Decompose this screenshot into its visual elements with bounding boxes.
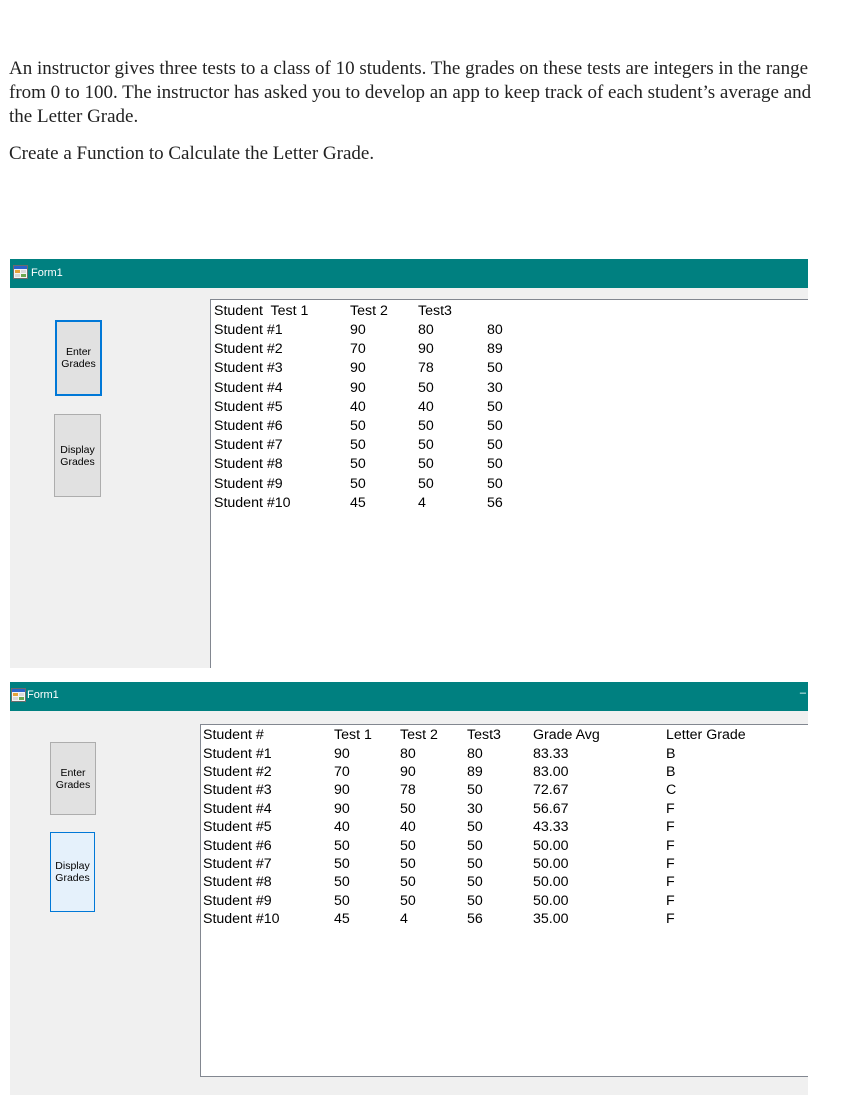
list-item[interactable] — [201, 910, 808, 929]
letter-grade: F — [666, 819, 675, 836]
letter-grade: F — [666, 911, 675, 928]
test1: 90 — [350, 322, 366, 338]
test3: 56 — [487, 494, 503, 511]
test3: 50 — [487, 360, 503, 377]
test2: 40 — [400, 819, 416, 836]
test1: 50 — [334, 892, 350, 909]
task-paragraph: Create a Function to Calculate the Letter Grade. — [9, 143, 375, 164]
student-name: Student #4 — [203, 800, 272, 817]
test2: 78 — [400, 782, 416, 799]
enter-grades-button[interactable] — [55, 320, 102, 396]
test3: 80 — [487, 322, 503, 338]
listbox-header — [211, 302, 808, 321]
grade-avg: 83.00 — [533, 763, 569, 780]
list-item[interactable] — [211, 359, 808, 378]
title-bar[interactable] — [10, 682, 808, 711]
letter-grade: F — [666, 800, 675, 817]
test1: 70 — [334, 763, 350, 780]
test2: 50 — [418, 379, 434, 396]
test3: 50 — [467, 874, 483, 891]
test1: 90 — [350, 360, 366, 377]
list-item[interactable] — [201, 745, 808, 764]
list-item[interactable] — [211, 417, 808, 436]
display-grades-button[interactable] — [50, 832, 95, 912]
test2: 50 — [400, 874, 416, 891]
student-name: Student #2 — [203, 763, 272, 780]
test1: 90 — [334, 800, 350, 817]
letter-grade: F — [666, 855, 675, 872]
student-name: Student #10 — [214, 494, 291, 511]
test2: 50 — [400, 800, 416, 817]
problem-paragraph: An instructor gives three tests to a class of 10 students. The grades on these tests are integers in the range from 0 to 100. The instructor has asked you to develop an app to keep track of each student’s average and the Letter Grade. — [9, 58, 812, 127]
student-name: Student #9 — [203, 892, 272, 909]
student-name: Student #5 — [203, 819, 272, 836]
test1: 40 — [350, 398, 366, 415]
test2: 50 — [418, 437, 434, 454]
list-item[interactable] — [211, 379, 808, 398]
test3: 50 — [467, 855, 483, 872]
student-name: Student #4 — [214, 379, 283, 396]
header-test3: Test3 — [467, 727, 501, 743]
list-item[interactable] — [211, 475, 808, 494]
student-name: Student #2 — [214, 341, 283, 358]
test3: 50 — [467, 819, 483, 836]
test3: 89 — [467, 763, 483, 780]
test1: 50 — [334, 874, 350, 891]
window-title: Form1 — [31, 267, 63, 279]
student-name: Student #6 — [203, 837, 272, 854]
list-item[interactable] — [211, 340, 808, 359]
grade-avg: 50.00 — [533, 855, 569, 872]
test2: 80 — [400, 745, 416, 762]
list-item[interactable] — [201, 855, 808, 874]
header-test3: Test3 — [418, 303, 452, 319]
letter-grade: F — [666, 837, 675, 854]
grade-avg: 72.67 — [533, 782, 569, 799]
test1: 70 — [350, 341, 366, 358]
grades-results-listbox[interactable] — [200, 724, 808, 1077]
test2: 4 — [418, 494, 426, 511]
list-item[interactable] — [201, 837, 808, 856]
display-grades-button[interactable] — [54, 414, 101, 497]
test1: 45 — [350, 494, 366, 511]
grade-avg: 56.67 — [533, 800, 569, 817]
list-item[interactable] — [211, 494, 808, 513]
test3: 30 — [467, 800, 483, 817]
display-grades-label: Display Grades — [60, 443, 95, 468]
test1: 45 — [334, 911, 350, 928]
test2: 90 — [400, 763, 416, 780]
test2: 78 — [418, 360, 434, 377]
form1-window-input — [10, 259, 808, 668]
letter-grade: F — [666, 874, 675, 891]
grade-avg: 50.00 — [533, 892, 569, 909]
test2: 50 — [418, 418, 434, 434]
window-title: Form1 — [27, 689, 59, 701]
list-item[interactable] — [201, 892, 808, 911]
test3: 50 — [487, 398, 503, 415]
test2: 4 — [400, 911, 408, 928]
test2: 90 — [418, 341, 434, 358]
test3: 56 — [467, 911, 483, 928]
display-grades-label: Display Grades — [55, 860, 90, 884]
test2: 50 — [400, 855, 416, 872]
student-name: Student #6 — [214, 418, 283, 434]
student-name: Student #7 — [214, 437, 283, 454]
test1: 50 — [350, 437, 366, 454]
test2: 50 — [418, 475, 434, 492]
test1: 50 — [334, 855, 350, 872]
form1-window-results — [10, 682, 808, 1095]
test1: 50 — [334, 837, 350, 854]
header-student-test1: Student Test 1 — [214, 303, 309, 319]
grade-avg: 50.00 — [533, 837, 569, 854]
test2: 40 — [418, 398, 434, 415]
enter-grades-label: Enter Grades — [61, 346, 96, 370]
test3: 89 — [487, 341, 503, 358]
list-item[interactable] — [211, 455, 808, 474]
header-test2: Test 2 — [400, 727, 438, 743]
test1: 40 — [334, 819, 350, 836]
test1: 50 — [350, 456, 366, 473]
student-name: Student #5 — [214, 398, 283, 415]
grade-avg: 35.00 — [533, 911, 569, 928]
test3: 30 — [487, 379, 503, 396]
test3: 80 — [467, 745, 483, 762]
enter-grades-button[interactable] — [50, 742, 96, 815]
list-item[interactable] — [211, 321, 808, 340]
student-name: Student #8 — [203, 874, 272, 891]
listbox-header — [201, 726, 808, 745]
test2: 80 — [418, 322, 434, 338]
student-name: Student #9 — [214, 475, 283, 492]
student-name: Student #10 — [203, 911, 280, 928]
student-name: Student #3 — [203, 782, 272, 799]
list-item[interactable] — [211, 436, 808, 455]
test1: 90 — [334, 782, 350, 799]
letter-grade: B — [666, 745, 676, 762]
grade-avg: 50.00 — [533, 874, 569, 891]
test3: 50 — [467, 892, 483, 909]
student-name: Student #3 — [214, 360, 283, 377]
test3: 50 — [487, 418, 503, 434]
test3: 50 — [487, 475, 503, 492]
list-item[interactable] — [201, 873, 808, 892]
letter-grade: B — [666, 763, 676, 780]
test2: 50 — [400, 892, 416, 909]
list-item[interactable] — [201, 800, 808, 819]
list-item[interactable] — [211, 398, 808, 417]
header-test1: Test 1 — [334, 727, 372, 743]
letter-grade: C — [666, 782, 677, 799]
grades-listbox[interactable] — [210, 299, 808, 668]
form-app-icon — [13, 265, 28, 279]
student-name: Student #1 — [203, 745, 272, 762]
form-app-icon — [11, 688, 26, 702]
problem-statement — [9, 57, 829, 166]
enter-grades-label: Enter Grades — [55, 766, 91, 791]
test1: 90 — [334, 745, 350, 762]
grade-avg: 43.33 — [533, 819, 569, 836]
header-test2: Test 2 — [350, 303, 388, 319]
test3: 50 — [487, 437, 503, 454]
test3: 50 — [467, 782, 483, 799]
minimize-button[interactable]: – — [799, 687, 806, 699]
header-letter-grade: Letter Grade — [666, 727, 746, 743]
list-item[interactable] — [201, 781, 808, 800]
test2: 50 — [400, 837, 416, 854]
student-name: Student #1 — [214, 322, 283, 338]
test1: 90 — [350, 379, 366, 396]
test3: 50 — [467, 837, 483, 854]
student-name: Student #8 — [214, 456, 283, 473]
test1: 50 — [350, 475, 366, 492]
list-item[interactable] — [201, 818, 808, 837]
header-grade-avg: Grade Avg — [533, 727, 600, 743]
test1: 50 — [350, 418, 366, 434]
test3: 50 — [487, 456, 503, 473]
title-bar[interactable] — [10, 259, 808, 288]
grade-avg: 83.33 — [533, 745, 569, 762]
student-name: Student #7 — [203, 855, 272, 872]
test2: 50 — [418, 456, 434, 473]
letter-grade: F — [666, 892, 675, 909]
header-student: Student # — [203, 727, 264, 743]
list-item[interactable] — [201, 763, 808, 782]
